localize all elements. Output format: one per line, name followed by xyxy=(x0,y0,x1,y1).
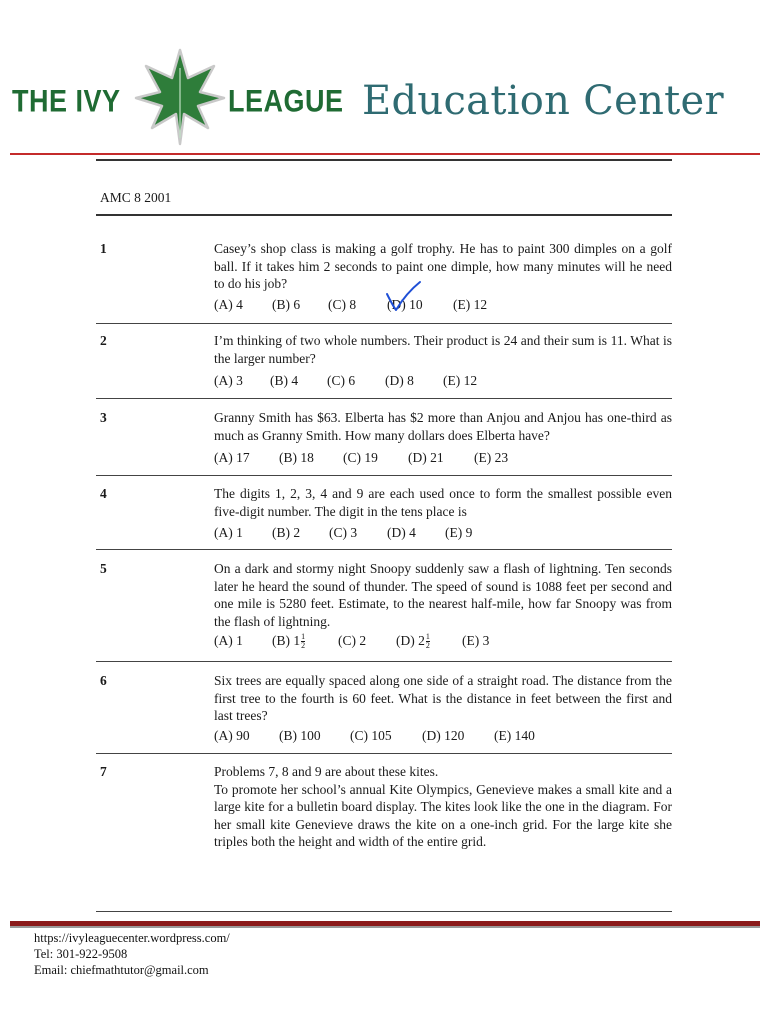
answer-choices xyxy=(214,373,477,389)
question-number: 6 xyxy=(100,673,107,688)
choice: (D) 2 xyxy=(396,633,425,648)
choice: (C) 3 xyxy=(329,525,358,540)
answer-choices xyxy=(214,450,508,466)
choice: (C) 19 xyxy=(343,450,378,465)
choice: (E) 3 xyxy=(462,633,490,648)
choice: (B) 4 xyxy=(270,373,299,388)
question-divider xyxy=(96,661,672,662)
choice: (B) 18 xyxy=(279,450,314,465)
footer-contact xyxy=(34,930,230,978)
question-divider xyxy=(96,753,672,754)
choice-with-fraction xyxy=(272,633,338,650)
question-number: 1 xyxy=(100,241,107,256)
footer-tel: Tel: 301-922-9508 xyxy=(34,947,128,961)
header-divider xyxy=(10,153,760,155)
question-line: Problems 7, 8 and 9 are about these kites. xyxy=(214,764,439,779)
question-text: Six trees are equally spaced along one side of a straight road. The distance from the first tree to the fourth is 60 feet. What is the distance in feet between the first and last trees? xyxy=(214,673,672,723)
question-divider xyxy=(96,323,672,324)
fraction-denominator: 2 xyxy=(301,641,306,651)
answer-choices xyxy=(214,525,472,541)
question-divider xyxy=(96,549,672,550)
choice: (E) 9 xyxy=(445,525,473,540)
choice: (E) 140 xyxy=(494,728,535,743)
choice: (C) 2 xyxy=(338,633,367,648)
choice: (A) 17 xyxy=(214,450,250,465)
choice: (E) 12 xyxy=(443,373,478,388)
choice: (A) 1 xyxy=(214,525,243,540)
question-text: On a dark and stormy night Snoopy suddenly saw a flash of lightning. Ten seconds later he heard the sound of thunder. The speed of sound is 1088 feet per second and one mile is 5280 feet. Estimate, to the nearest half-mile, how far Snoopy was from the flash of lightning. xyxy=(214,561,672,629)
question-line: To promote her school’s annual Kite Olympics, Genevieve makes a small kite and a large kite for a bulletin board display. The kites look like the one in the diagram. For her small kite Genevieve draws the kite on a one-inch grid. For the large kite she triples both the height and width of the entire grid. xyxy=(214,781,672,849)
top-rule xyxy=(96,159,672,161)
choice: (A) 1 xyxy=(214,633,243,648)
question-number: 7 xyxy=(100,764,107,779)
answer-choices xyxy=(214,297,487,313)
question-number: 4 xyxy=(100,486,107,501)
fraction-denominator: 2 xyxy=(425,641,430,651)
question-text: The digits 1, 2, 3, 4 and 9 are each used once to form the smallest possible even five-digit number. The digit in the tens place is xyxy=(214,486,672,519)
choice: (D) 10 xyxy=(387,297,423,312)
fraction xyxy=(301,633,305,650)
doc-title: AMC 8 2001 xyxy=(100,190,172,205)
choice: (B) 1 xyxy=(272,633,301,648)
ivy-leaf-icon xyxy=(134,48,226,148)
choice: (D) 8 xyxy=(385,373,414,388)
choice: (A) 4 xyxy=(214,297,243,312)
choice: (B) 6 xyxy=(272,297,301,312)
choice: (C) 6 xyxy=(327,373,356,388)
footer-email[interactable]: Email: chiefmathtutor@gmail.com xyxy=(34,963,209,977)
question-divider xyxy=(96,475,672,476)
footer-url[interactable]: https://ivyleaguecenter.wordpress.com/ xyxy=(34,931,230,945)
choice: (B) 2 xyxy=(272,525,301,540)
logo-the-ivy-text: THE IVY xyxy=(12,83,121,119)
question-text: Granny Smith has $63. Elberta has $2 more than Anjou and Anjou has one-third as much as Granny Smith. How many dollars does Elberta have? xyxy=(214,410,672,443)
bottom-rule xyxy=(96,911,672,912)
logo-education-center-text: Education Center xyxy=(362,78,724,124)
choice-with-fraction xyxy=(396,633,462,650)
choice: (D) 120 xyxy=(422,728,465,743)
choice: (B) 100 xyxy=(279,728,321,743)
choice: (A) 3 xyxy=(214,373,243,388)
question-text: I’m thinking of two whole numbers. Their product is 24 and their sum is 11. What is the larger number? xyxy=(214,333,672,366)
fraction-numerator: 1 xyxy=(425,632,430,642)
choice: (E) 23 xyxy=(474,450,509,465)
question-text xyxy=(214,763,672,851)
checkmark-icon xyxy=(384,280,424,314)
choice: (E) 12 xyxy=(453,297,488,312)
question-number: 2 xyxy=(100,333,107,348)
title-rule xyxy=(96,214,672,216)
question-number: 5 xyxy=(100,561,107,576)
footer-divider-shadow xyxy=(10,926,760,928)
answer-choices xyxy=(214,633,489,650)
choice: (A) 90 xyxy=(214,728,250,743)
header-logo xyxy=(0,40,768,152)
choice: (C) 105 xyxy=(350,728,392,743)
fraction-numerator: 1 xyxy=(301,632,306,642)
question-number: 3 xyxy=(100,410,107,425)
question-text: Casey’s shop class is making a golf trophy. He has to paint 300 dimples on a golf ball. If it takes him 2 seconds to paint one dimple, how many minutes will he need to do his job? xyxy=(214,241,672,291)
fraction xyxy=(426,633,430,650)
choice: (D) 21 xyxy=(408,450,444,465)
answer-choices xyxy=(214,728,535,744)
choice: (D) 4 xyxy=(387,525,416,540)
question-divider xyxy=(96,398,672,399)
logo-league-text: LEAGUE xyxy=(228,83,344,119)
choice: (C) 8 xyxy=(328,297,357,312)
